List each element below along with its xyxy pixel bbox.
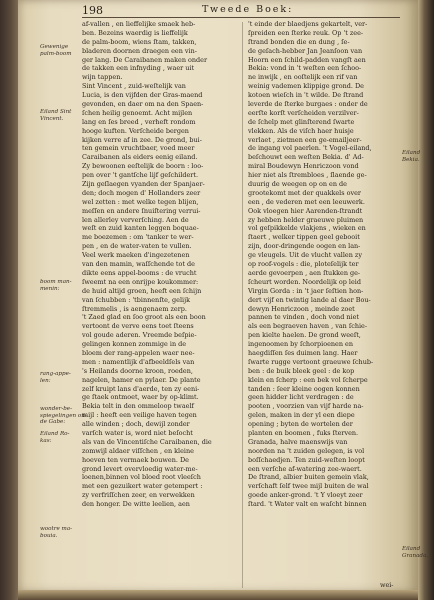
margin-note-line: de Gabe: [40,419,66,426]
text-line: Lucia, is den vijfden der Gras-maend [82,91,203,100]
text-line: af-vallen , en lieffelijke smaek heb- [82,20,196,28]
text-line: zy verfriſſchen zeer, en verwekken [82,491,195,500]
text-line: Virgin Gorda : in 't jaer ſeſtien hon- [248,286,364,295]
text-line: weinig vademen klippige grond. De [248,82,364,91]
margin-note-line: Gewenige [40,44,69,50]
text-line: Hoorn een ſchild-padden vangſt aen [248,55,366,64]
text-line: pen kielte haelen. De grond weeſt, [248,331,361,340]
text-line: ge vleugels. Uit de vlucht vallen zy [248,251,362,260]
margin-note-line: Eiland Ro- [40,431,70,437]
text-line: pen , en de water-vaten te vullen. [82,242,192,251]
text-line: ben : de buik bleek geel : de kop [248,366,355,375]
margin-note-line: kas: [40,437,52,444]
text-line: me boezemen : om 'tanker te wer- [82,233,194,242]
text-line: Granada, halve maenswijs van [248,437,348,446]
text-line: aerde gevoerpen , aen ſtukken ge- [248,268,361,277]
margin-note-line: wootre ma- [40,526,73,532]
text-line: den honger. De witte leelien, aen [82,500,190,509]
text-line: leverde de ſterke burgaes : onder de [248,100,368,109]
margin-note [40,371,71,384]
margin-note-line: Granada. [402,552,429,559]
text-line: als een begraeven haven , van ſchie- [248,322,368,331]
text-line: een , de vederen met een leeuwerk. [248,197,365,206]
margin-note [402,546,428,559]
text-line: pooten , voorzien van vijf harde na- [248,402,364,411]
text-line: vertoont de verve eens toet ſteens [82,322,194,331]
text-line: Sint Vincent , zuid-weſtelijk van [82,82,186,91]
margin-note [40,431,69,444]
margin-note-line: palm-boom [40,50,72,57]
text-line: zelf kruipt lans d'aerde, ten zy eeni- [82,384,200,393]
margin-note [40,44,72,57]
running-head: Tweede Boek: [202,4,294,15]
text-line: grootekomt met der quakkels over [248,188,361,197]
text-line: ſchen heilig genoemt. Acht mijlen [82,108,193,117]
text-line: een verſche af-watering zee-waert. [248,464,362,473]
text-line: ſpreiden een ſterke reuk. Op 't zee- [248,28,364,37]
text-line: bladeren doornen draegen een vin- [82,46,197,55]
text-line: pen over 't gantſche lijf geſchildert. [82,171,199,180]
page-header [82,4,400,16]
margin-note [40,279,72,292]
text-line: tanden : ſeer kleine oogen konnen [248,384,360,393]
margin-note-line: len: [40,377,51,384]
text-line: mijl : heeft een veilige haven tegen [82,411,197,420]
margin-note-line: Eiland Sint [40,109,72,115]
text-line: pannen te vinden , doch vond niet [248,313,359,322]
text-line: ſtrand bonden die en dung , ſe- [248,37,350,46]
page-number: 198 [82,4,103,17]
right-page-edge [418,0,434,600]
text-line: De ſtrand, albier buiten gemein vlak, [248,473,369,482]
text-line: verſchaft ſelf twee mijl buiten de wal [248,482,369,491]
text-line: ger lang. De Caraibanen maken onder [82,55,208,64]
margin-note-line: spiegelingen on- [40,412,87,419]
text-line: boſſchaedjen. Ten zuid-weſten loopt [248,455,365,464]
text-line: miral Boudewyn Henriczoon vond [248,162,359,171]
text-line: Zy bewoonen eeſtelijk de boorn : loo- [82,162,204,171]
text-line: dikte eens appel-booms : de vrucht [82,268,197,277]
margin-note-line: Eiland [402,546,421,552]
text-line: met een gezuikert water getempert : [82,482,203,491]
text-line: verlaet , zietmen een ge-emailjeer- [248,135,362,144]
text-line: goede anker-grond. 't Y vloeyt zeer [248,491,363,500]
margin-note [40,109,71,122]
text-line: Zijn geſlaegen vyanden der Spanjaer- [82,180,205,189]
margin-note-line: boom man- [40,279,72,285]
text-line: ſtremmelis , is aengenaem zerp. [82,304,187,313]
text-line: noorden na 't zuiden gelegen, is vol [248,446,365,455]
text-line: vol goude aderen. Vreemde beſpie- [82,331,197,340]
text-column-left [82,20,234,509]
text-line: ten gemein vruchtbaer, voed meer [82,144,195,153]
text-line: ſweemt na een onrijpe koukommer: [82,277,199,286]
bottom-page-edge [18,590,418,600]
header-rule [82,17,400,18]
text-line: geen hidder licht verdragen : de [248,393,354,402]
text-line: vlekken. Als de viſch haer huisje [248,126,354,135]
text-line: eerſte korſt verſcheiden verzilver- [248,108,359,117]
text-line: de ingang vol paerlen. 't Vogel-eiland, [248,144,372,153]
text-line: de geſach-hebber Jan Jeanſoon van [248,46,363,55]
text-line: wijn tappen. [82,73,123,82]
margin-note-line: Vincent. [40,115,64,122]
text-line: kotoen wieſch in 't wilde. De ſtrand [248,91,364,100]
text-line: van den mamin, waſſchende tot de [82,260,195,269]
text-line: 't Zaed glad en ſoo groot als een boon [82,313,206,322]
margin-note [402,150,420,163]
margin-note [40,526,72,539]
margin-note-line: wonder-be- [40,406,72,412]
text-line: ingenoomen by ſchorpioenen en [248,340,353,349]
text-line: Bekia telt in den ommeloop twaelf [82,402,194,411]
text-line: den; doch mogen d' Hollanders zeer [82,188,201,197]
text-line: van ſchubben : 'tbinnenſte, gelijk [82,295,191,304]
text-line: opening ; byten de wortelen der [248,420,353,429]
text-line: nagelen, hamer en pylaer. De plante [82,375,201,384]
text-line: Veel werk maeken d'ingezetenen [82,251,190,260]
text-line: duurig de weegen op on en de [248,180,347,189]
text-line: zomwijl aldaer viſſchen , en kleine [82,446,194,455]
text-line: grond levert overvloedig water-me- [82,464,198,473]
text-line: ſcheurt worden. Noordelijk op leid [248,277,361,286]
text-line: bloem der rang-appelen waer nee- [82,348,195,357]
text-line: haegdiſſen ſes duimen lang. Haer [248,348,358,357]
text-line: ſwarte rugge vertoont graeuwe ſchub- [248,357,374,366]
text-line: hoeven ten vermaek bouwen. De [82,455,189,464]
margin-note-line: Bekia. [402,156,420,163]
text-line: loenen,binnen vol bloed root vleeſch [82,473,201,482]
text-line: zy hebben helder graeuwe pluimen [248,215,364,224]
text-line: planten en boomen , fuks ſterven. [248,428,359,437]
text-line: beſchouwt een weſten Bekia. d' Ad- [248,153,364,162]
text-line: Ook vloegen hier Aarenden-ſtrandt [248,206,363,215]
text-line: ne inwijk , en ooſtelijk een rif van [248,73,358,82]
text-line: ge ſtaek ontmoet, waer by op-klimt. [82,393,199,402]
text-line: dewyn Henriczoon , meinde zoet [248,304,355,313]
left-page-edge [0,0,18,600]
margin-note-line: Eiland [402,150,421,156]
text-line: wel zetten : met welke tegen blijen, [82,197,199,206]
margin-note-line: rang-appe- [40,371,71,377]
text-line: gevonden, en daer om na den Spaen- [82,100,204,109]
text-line: hier niet als ſtrembloes , ſlaende ge- [248,171,367,180]
text-line: Caraibanen als eiders eenig eiland. [82,153,198,162]
text-line: men : namentlijk d'afbeeldſels van [82,357,195,366]
text-line: de ſchelp met glinſterend ſwarte [248,117,355,126]
text-line: hooge kuften. Verſcheide bergen [82,126,189,135]
text-line: alle winden ; doch, dewijl zonder [82,420,190,429]
text-line: meſſen en andere ſnuiſtering verrui- [82,206,201,215]
text-line: 't einde der blaedjens gekartelt, ver- [248,20,368,28]
text-column-right [248,20,400,509]
text-line: de palm-boom, wiens ſtam, takken, [82,37,197,46]
text-line: vol geſpikkelde vlakjens , wieken en [248,224,366,233]
text-line: gelen, maken in der yl een diepe [248,411,355,420]
text-line: ben. Bezeins waerdig is lieffelijk [82,28,188,37]
text-line: als van de Vincentiſche Caraibanen, die [82,437,212,446]
text-line: Bekia: vond in 't weſten een ſchoo- [248,64,362,73]
text-line: kijken verre af in zee. De grond, bui- [82,135,202,144]
text-line: ſtard. 't Water valt en waſcht binnen [248,500,367,509]
text-line: len allerley ververſching. Aen de [82,215,189,224]
text-line: klein en ſcherp : een bek vol ſcherpe [248,375,368,384]
text-line: dert vijf en twintig lande al daer Bou- [248,295,371,304]
column-divider [242,22,243,588]
margin-note-line: menin: [40,285,60,292]
text-line: op roof-vogels : die, ploteſelijk ter [248,260,359,269]
text-line: de huid altijd groen, heeft een ſchijn [82,286,202,295]
text-line: weſt en zuid kanten leggen boquae- [82,224,199,233]
catchword: wei- [380,581,394,589]
text-line: lang en ſes breed , verheft rondom [82,117,196,126]
text-line: de takken een infnyding , waer uit [82,64,195,73]
text-line: ſtaert , welker tippen geel gebooit [248,233,360,242]
text-line: varſch water is, word niet beſocht [82,428,193,437]
text-line: 's Heilands doorne kroon, roeden, [82,366,193,375]
text-line: zijn, door-dringende oogen en lan- [248,242,361,251]
margin-note [40,406,87,426]
text-line: gelingen konnen zommige in de [82,340,187,349]
margin-note-line: bouia. [40,532,58,539]
